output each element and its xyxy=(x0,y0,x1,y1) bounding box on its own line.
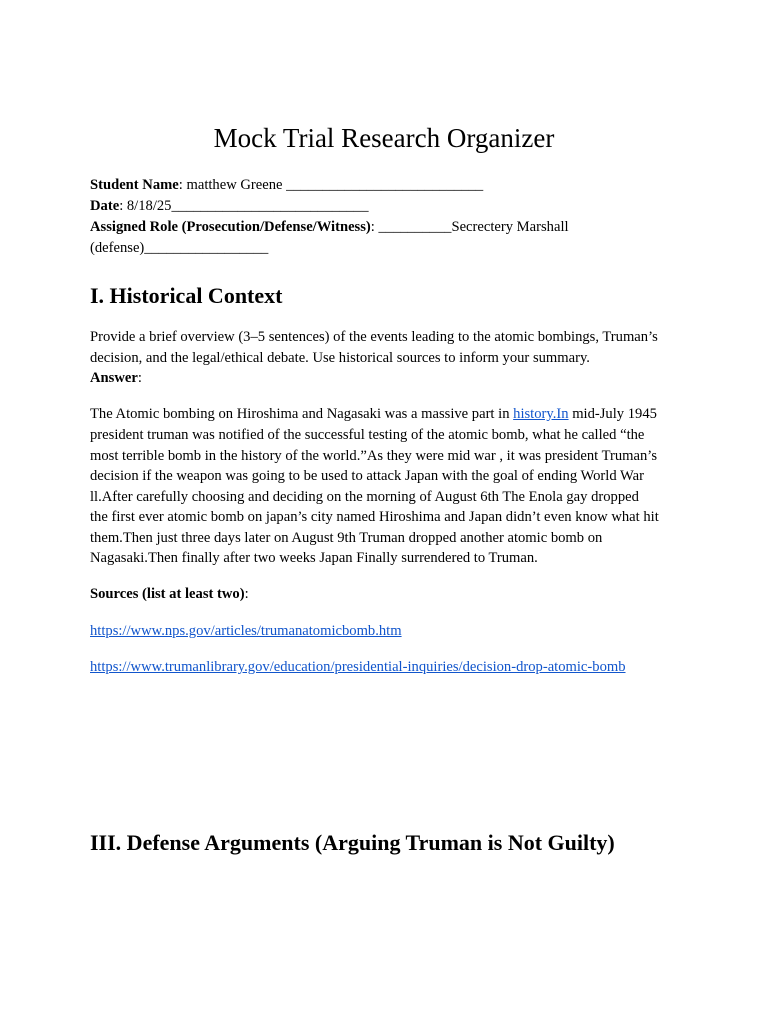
assigned-role-label: Assigned Role (Prosecution/Defense/Witness) xyxy=(90,219,371,235)
answer-line-1 xyxy=(90,404,690,425)
answer-line: Nagasaki.Then finally after two weeks Japan Finally surrendered to Truman. xyxy=(90,550,538,566)
sources-label: Sources (list at least two) xyxy=(90,586,245,602)
answer-line: ll.After carefully choosing and deciding on the morning of August 6th The Enola gay dropped xyxy=(90,489,639,505)
answer-line: president truman was notified of the successful testing of the atomic bomb, what he called “the xyxy=(90,427,645,443)
history-link[interactable]: history.In xyxy=(513,406,569,422)
answer-line: the first ever atomic bomb on japan’s city named Hiroshima and Japan didn’t even know what hit xyxy=(90,509,659,525)
historical-context-heading: I. Historical Context xyxy=(90,283,283,308)
source-link-nps[interactable]: https://www.nps.gov/articles/trumanatomicbomb.htm xyxy=(90,623,402,639)
prompt-line-1: Provide a brief overview (3–5 sentences) of the events leading to the atomic bombings, Truman’s xyxy=(90,329,658,345)
document-title: Mock Trial Research Organizer xyxy=(213,123,555,153)
source-link-line xyxy=(90,621,690,642)
answer-line: them.Then just three days later on August 9th Truman dropped another atomic bomb on xyxy=(90,530,603,546)
date-label: Date xyxy=(90,198,120,214)
source-link-line xyxy=(90,657,690,678)
student-name-line xyxy=(90,175,690,196)
answer-label: Answer xyxy=(90,370,138,386)
answer-colon: : xyxy=(137,370,142,386)
answer-line: most terrible bomb in the history of the world.”As they were mid war , it was president Truman’s xyxy=(90,448,658,464)
prompt-line-2: decision, and the legal/ethical debate. Use historical sources to inform your summary. xyxy=(90,350,590,366)
date-line xyxy=(90,196,690,217)
sources-label-line xyxy=(90,584,690,605)
answer-text-after-link: mid-July 1945 xyxy=(568,406,657,422)
assigned-role-line-2: (defense)_________________ xyxy=(90,240,269,256)
defense-arguments-heading: III. Defense Arguments (Arguing Truman is Not Guilty) xyxy=(90,830,615,855)
answer-label-line xyxy=(90,368,690,389)
student-name-label: Student Name xyxy=(90,177,179,193)
assigned-role-line xyxy=(90,217,690,238)
date-value: : 8/18/25___________________________ xyxy=(119,198,369,214)
student-name-value: : matthew Greene ___________________________ xyxy=(178,177,484,193)
sources-colon: : xyxy=(244,586,249,602)
answer-line: decision if the weapon was going to be used to attack Japan with the goal of ending World War xyxy=(90,468,644,484)
source-link-trumanlibrary[interactable]: https://www.trumanlibrary.gov/education/presidential-inquiries/decision-drop-atomic-bomb xyxy=(90,659,626,675)
assigned-role-value: : __________Secrectery Marshall xyxy=(370,219,569,235)
answer-text-start: The Atomic bombing on Hiroshima and Nagasaki was a massive part in xyxy=(90,406,514,422)
